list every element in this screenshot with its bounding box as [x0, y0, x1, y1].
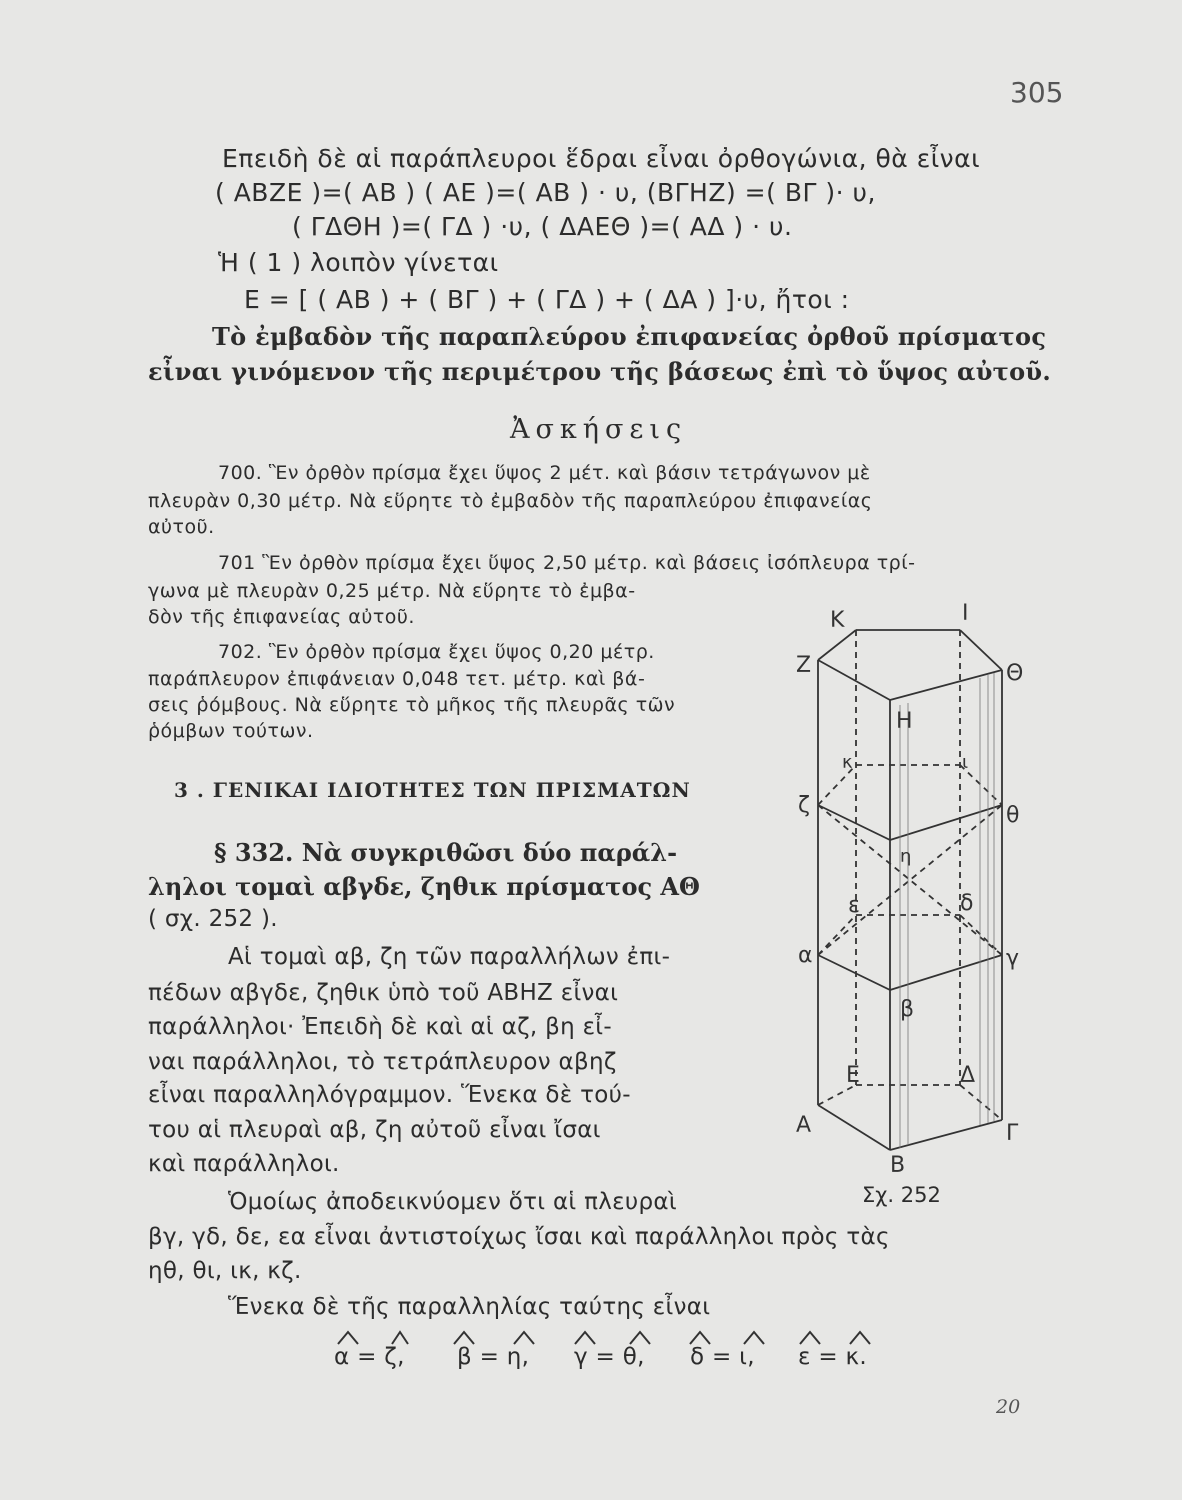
- label-E: Ε: [846, 1063, 860, 1088]
- body-line: Ὁμοίως ἀποδεικνύομεν ὅτι αἱ πλευραὶ: [228, 1189, 677, 1215]
- body-line: Ἕνεκα δὲ τῆς παραλληλίας ταύτης εἶναι: [228, 1294, 711, 1320]
- exercise-line: 702. Ἓν ὀρθὸν πρίσμα ἔχει ὕψος 0,20 μέτρ.: [218, 641, 655, 663]
- body-line: καὶ παράλληλοι.: [148, 1151, 340, 1177]
- signature-mark: 20: [996, 1396, 1021, 1418]
- page-number: 305: [1010, 76, 1064, 109]
- label-i: ι: [962, 752, 969, 773]
- exercise-line: ῥόμβων τούτων.: [148, 720, 314, 742]
- label-gamma: γ: [1006, 946, 1020, 971]
- body-line: πέδων αβγδε, ζηθικ ὑπὸ τοῦ ΑΒΗΖ εἶναι: [148, 980, 619, 1006]
- equation-line: Ε = [ ( ΑΒ ) + ( ΒΓ ) + ( ΓΔ ) + ( ΔΑ ) ]·υ, ἤτοι :: [244, 285, 850, 314]
- exercise-line: σεις ῥόμβους. Νὰ εὕρητε τὸ μῆκος τῆς πλευρᾶς τῶν: [148, 694, 676, 716]
- angle-equality: ε = κ.: [798, 1344, 867, 1370]
- exercises-title: Ἀσκήσεις: [510, 414, 688, 445]
- label-delta: δ: [960, 891, 974, 916]
- angle-hats: [330, 1326, 890, 1346]
- label-B: Β: [890, 1153, 906, 1178]
- exercise-line: πλευρὰν 0,30 μέτρ. Νὰ εὕρητε τὸ ἐμβαδὸν τῆς παραπλεύρου ἐπιφανείας: [148, 490, 873, 512]
- label-H: Η: [896, 709, 913, 734]
- exercise-line: αὐτοῦ.: [148, 516, 215, 538]
- angle-equality: δ = ι,: [690, 1344, 755, 1370]
- label-Gamma: Γ: [1006, 1121, 1019, 1146]
- paragraph-title: ( σχ. 252 ).: [148, 906, 278, 932]
- exercise-line: 701 Ἓν ὀρθὸν πρίσμα ἔχει ὕψος 2,50 μέτρ. καὶ βάσεις ἰσόπλευρα τρί-: [218, 552, 916, 574]
- theorem-line: εἶναι γινόμενον τῆς περιμέτρου τῆς βάσεως ἐπὶ τὸ ὕψος αὐτοῦ.: [148, 357, 1052, 386]
- label-theta: θ: [1006, 803, 1020, 828]
- body-line: του αἱ πλευραὶ αβ, ζη αὐτοῦ εἶναι ἴσαι: [148, 1117, 601, 1143]
- theorem-line: Τὸ ἐμβαδὸν τῆς παραπλεύρου ἐπιφανείας ὀρθοῦ πρίσματος: [212, 322, 1047, 351]
- label-eta: η: [900, 846, 912, 867]
- label-K: Κ: [830, 608, 845, 633]
- label-Theta: Θ: [1006, 661, 1024, 686]
- label-zeta: ζ: [798, 793, 810, 818]
- figure-caption: Σχ. 252: [862, 1183, 941, 1207]
- label-alpha: α: [798, 943, 813, 968]
- paragraph-title: § 332. Νὰ συγκριθῶσι δύο παράλ-: [214, 838, 678, 867]
- text-line: Επειδὴ δὲ αἱ παράπλευροι ἕδραι εἶναι ὀρθογώνια, θὰ εἶναι: [222, 144, 981, 173]
- exercise-line: παράπλευρον ἐπιφάνειαν 0,048 τετ. μέτρ. καὶ βά-: [148, 668, 646, 690]
- body-line: ναι παράλληλοι, τὸ τετράπλευρον αβηζ: [148, 1049, 617, 1075]
- body-line: Αἱ τομαὶ αβ, ζη τῶν παραλλήλων ἐπι-: [228, 944, 671, 970]
- angle-equality: α = ζ,: [334, 1344, 405, 1370]
- exercise-line: 700. Ἓν ὀρθὸν πρίσμα ἔχει ὕψος 2 μέτ. καὶ βάσιν τετράγωνον μὲ: [218, 462, 871, 484]
- exercise-line: δὸν τῆς ἐπιφανείας αὐτοῦ.: [148, 606, 415, 628]
- label-I: Ι: [962, 601, 969, 626]
- equation-line: ( ΓΔΘΗ )=( ΓΔ ) ·υ, ( ΔΑΕΘ )=( ΑΔ ) · υ.: [292, 212, 793, 241]
- label-Z: Ζ: [796, 653, 812, 678]
- body-line: ηθ, θι, ικ, κζ.: [148, 1258, 302, 1284]
- body-line: εἶναι παραλληλόγραμμον. Ἕνεκα δὲ τού-: [148, 1082, 631, 1108]
- paragraph-title: ληλοι τομαὶ αβγδε, ζηθικ πρίσματος ΑΘ: [148, 872, 700, 901]
- equation-line: ( ΑΒΖΕ )=( ΑΒ ) ( ΑΕ )=( ΑΒ ) · υ, (ΒΓΗΖ) =( ΒΓ )· υ,: [215, 178, 876, 207]
- prism-figure: [790, 600, 1050, 1200]
- angle-equality: β = η,: [457, 1344, 530, 1370]
- body-line: βγ, γδ, δε, εα εἶναι ἀντιστοίχως ἴσαι καὶ παράλληλοι πρὸς τὰς: [148, 1224, 890, 1250]
- label-Delta: Δ: [960, 1063, 976, 1088]
- label-beta: β: [900, 997, 915, 1022]
- label-k: κ: [842, 752, 853, 773]
- text-line: Ἡ ( 1 ) λοιπὸν γίνεται: [218, 248, 499, 277]
- label-epsilon: ε: [848, 893, 860, 918]
- label-A: Α: [796, 1113, 812, 1138]
- angle-equality: γ = θ,: [574, 1344, 645, 1370]
- section-heading: 3 . ΓΕΝΙΚΑΙ ΙΔΙΟΤΗΤΕΣ ΤΩΝ ΠΡΙΣΜΑΤΩΝ: [174, 778, 691, 802]
- body-line: παράλληλοι· Ἐπειδὴ δὲ καὶ αἱ αζ, βη εἶ-: [148, 1014, 612, 1040]
- exercise-line: γωνα μὲ πλευρὰν 0,25 μέτρ. Νὰ εὕρητε τὸ ἐμβα-: [148, 580, 636, 602]
